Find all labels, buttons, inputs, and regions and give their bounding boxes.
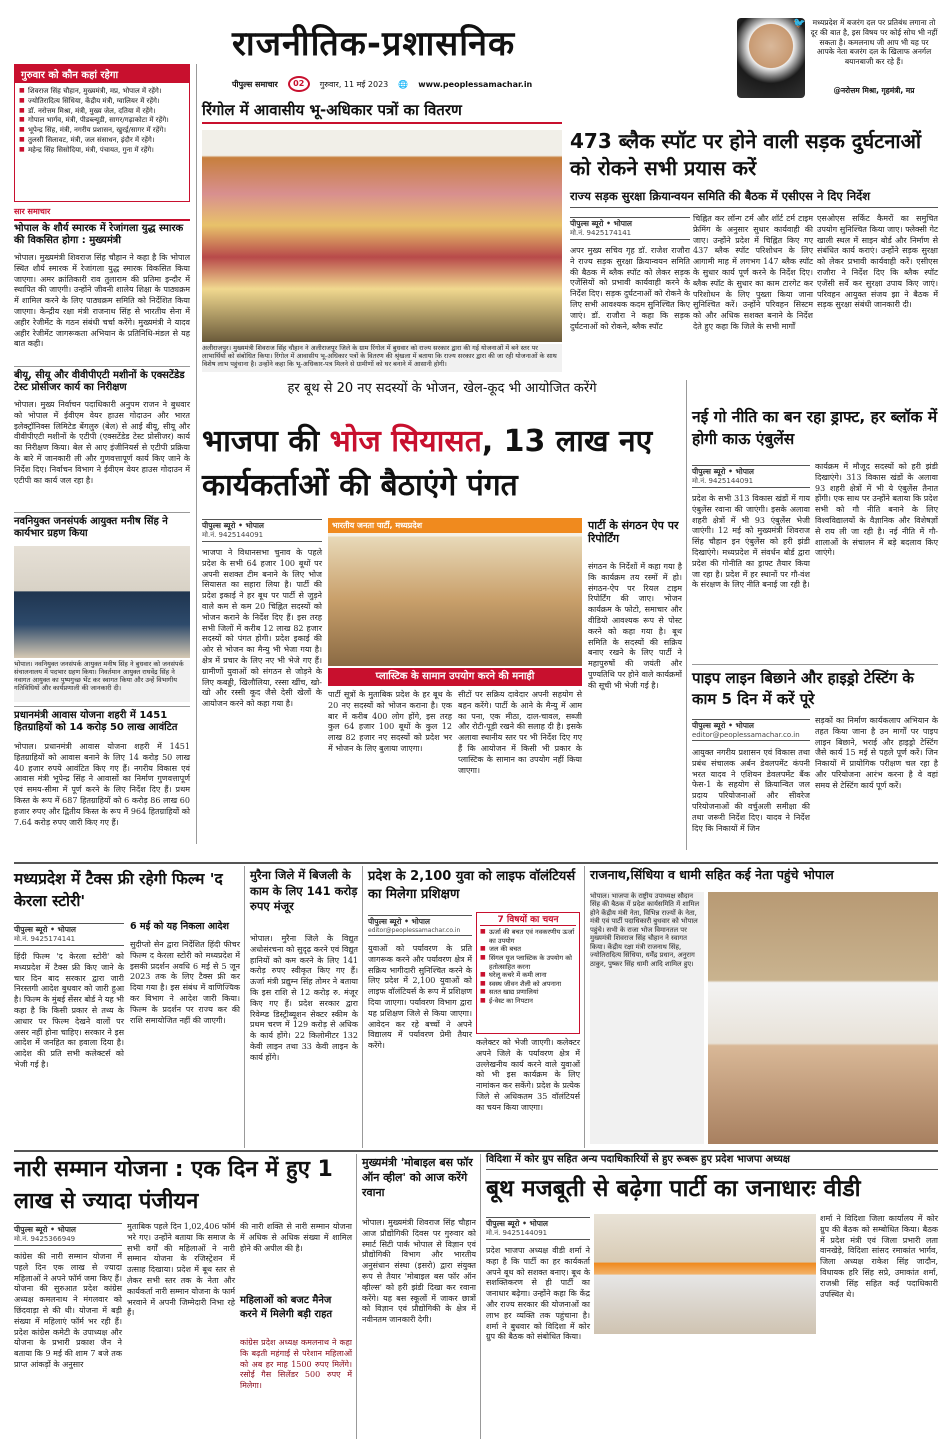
- blackspot-col1: अपर मुख्य सचिव गृह डॉ. राजेश राजौरा ने राज्य सड़क सुरक्षा क्रियान्वयन समिति की बैठक में ब्लैक स्पॉट को लेकर सड़क एजेंसियों को प्रभावी कार्यवाही करने के निर्देश दिए। सड़क दुर्घटनाओं को रोकने के लिए सभी आवश्यक कदम सुनिश्चित किए जाएं। डॉ. राजौरा ने कहा कि सड़क दुर्घटनाओं को रोकने, ब्लैक स्पॉट: [570, 246, 690, 331]
- byline-bureau: पीपुल्स ब्यूरो • भोपाल: [202, 521, 265, 530]
- pipeline-col2: सड़कों का निर्माण कार्यकलाप अभियान के तहत किया जाना है उन मार्गों पर पाइप लाइन बिछाने, भराई और हाइड्रो टेस्टिंग जैसे कार्य 15 मई से पहले पूर्ण करें। जिन निकायों में प्रायोगिक परीक्षण चल रहा है और परियोजना आरंभ करना है वे वहां समय से टेस्टिंग कार्य पूर्ण करें।: [815, 716, 938, 790]
- schedule-title: गुरुवार को कौन कहां रहेगा: [15, 65, 189, 83]
- column-rule: [362, 866, 363, 1148]
- nari-col1: कांग्रेस की नारी सम्मान योजना में पहले दिन एक लाख से ज्यादा महिलाओं ने अपने फॉर्म जमा किए हैं। योजना की सुरुआत प्रदेश कांग्रेस अध्यक्ष कमलनाथ ने मंगलवार को छिंदवाड़ा से की थी। योजना में बड़ी संख्या में महिलाएं फॉर्म भर रही हैं। प्रदेश कांग्रेस कमेटी के उपाध्यक्ष और योजना के प्रभारी प्रकाश जैन ने बताया कि 9 मई की शाम 7 बजे तक प्राप्त आंकड़ों के अनुसार: [14, 1252, 122, 1369]
- column-rule: [480, 1154, 481, 1439]
- life-topic-item: ■ सिंगल यूज प्लास्टिक के उपयोग को हतोत्साहित करना: [480, 954, 576, 971]
- gau-title: नई गो नीति का बन रहा ड्राफ्ट, हर ब्लॉक में होगी काऊ एंबुलेंस: [692, 408, 938, 449]
- byline-bureau: पीपुल्स ब्यूरो • भोपाल: [570, 219, 633, 228]
- life-topic-item: ■ जल की बचत: [480, 945, 576, 954]
- pipeline-byline: [692, 716, 810, 744]
- bhoj-app-body: संगठन के निर्देशों में कहा गया है कि कार्यक्रम तय रस्मों में हो। संगठन-ऐप पर रियल टाइम रिपोर्टिंग की जाए। भोजन कार्यक्रम के फोटो, समाचार और वीडियो आवश्यक रूप से पोस्ट करने को कहा गया है। बूथ समिति के सदस्यों की सक्रिय बनाए रखने के लिए पार्टी ने महापुरुषों की जयंती और पुण्यतिथि पर होने वाले कार्यक्रमों की सूची भी भेजी गई है।: [588, 562, 682, 690]
- schedule-item: ■ ज्योतिरादित्य सिंधिया, केंद्रीय मंत्री, ग्वालियर में रहेंगे।: [19, 97, 185, 107]
- kerala-title: मध्यप्रदेश में टैक्स फ्री रहेगी फिल्म 'द केरला स्टोरी': [14, 870, 223, 911]
- kerala-col2: सुदीप्तो सेन द्वारा निर्देशित हिंदी फीचर फिल्म द केरला स्टोरी को मध्यप्रदेश में इसकी प्रदर्शन अवधि 6 मई से 5 जून 2023 तक के लिए टैक्स फ्री कर दिया गया है। इस संबंध में वाणिज्यिक कर विभाग ने आदेश जारी किया। फिल्म के प्रदर्शन पर राज्य कर की राशि समायोजित नहीं की जाएगी।: [130, 940, 240, 1025]
- column-rule: [584, 866, 585, 1148]
- bjp-office-photo: [328, 518, 582, 666]
- rajnath-caption: भोपाल। भाजपा के राष्ट्रीय उपाध्यक्ष सौदान सिंह की बैठक में प्रदेश कार्यसमिति में शामिल होने केंद्रीय मंत्री नेता, विभिन्न राज्यों के नेता, मंत्री एवं पार्टी पदाधिकारी बुधवार को भोपाल पहुंचे। सभी के राजा भोज विमानतल पर मुख्यमंत्री शिवराज सिंह चौहान ने स्वागत किया। केंद्रीय रक्षा मंत्री राजनाथ सिंह, ज्योतिरादित्य सिंधिया, धर्मेंद्र प्रधान, अनुराग ठाकुर, पुष्कर सिंह धामी आदि शामिल हुए।: [590, 892, 704, 1144]
- s1-body: भोपाल। मुख्यमंत्री शिवराज सिंह चौहान ने कहा है कि भोपाल स्थित शौर्य स्मारक में रेजांगला युद्ध स्मारक विकसित किया जाएगा। अमर क्रांतिकारी राव तुलाराम की प्रतिमा इन्दौर में स्थापित की जाएगी। उन्होंने जीवनी शालेय शिक्षा के पाठ्यक्रम में शामिल करने के लिए पाठ्यक्रम समिति को निर्देशित किया जाएगा। केन्द्रीय रक्षा मंत्री राजनाथ सिंह से भारतीय सेना में अहीर रेजीमेंट के गठन संबंधी चर्चा करेंगे। मुख्यमंत्री ने यादव अहीर रेजीमेंट जागरूकता अभियान के प्रतिनिधि-मंडल से यह बात कही।: [14, 253, 190, 349]
- tweet-text: मध्यप्रदेश में बजरंग दल पर प्रतिबंध लगाना तो दूर की बात है, इस विषय पर कोई सोच भी नहीं सकता है। कमलनाथ जी आप भी यह पर आपके नेता बजरंग दल के खिलाफ अनर्गल बयानबाजी कर रहे हैं।: [810, 18, 938, 66]
- life-col2: कलेक्टर को भेजी जाएगी। कलेक्टर अपने जिले के पर्यावरण क्षेत्र में उल्लेखनीय कार्य करने वाले युवाओं को भी इस कार्यक्रम के लिए नामांकन कर सकेंगे। प्रदेश के प्रत्येक जिले से अधिकतम 35 वॉलंटियर्स का चयन किया जाएगा।: [476, 1038, 580, 1112]
- column-rule: [244, 866, 245, 1148]
- column-rule: [356, 1154, 357, 1439]
- bhoj-byline: [202, 516, 322, 544]
- column-rule: [196, 64, 197, 844]
- byline-email: editor@peoplessamachar.co.in: [692, 731, 800, 739]
- nari-col2: मुताबिक पहले दिन 1,02,406 फॉर्म भरे गए। उन्होंने बताया कि समाज के सभी वर्गों की महिलाओं ने नारी सम्मान योजना के रजिस्ट्रेशन में उत्साह दिखाया। प्रदेश में बूथ स्तर से लेकर सभी स्तर तक के नेता और कार्यकर्ता नारी सम्मान योजना के फार्म भरवाने में अपनी जिम्मेदारी निभा रहे हैं।: [127, 1222, 235, 1318]
- vidisha-byline: [486, 1214, 590, 1242]
- life-topics-list: [480, 928, 576, 1005]
- schedule-item: ■ डॉ. नरोत्तम मिश्रा, मंत्री, मुख्य जेल, दतिया में रहेंगे।: [19, 107, 185, 117]
- vidisha-kicker: विदिशा में कोर ग्रुप सहित अन्य पदाधिकारियों से हुए रूबरू हुए प्रदेश भाजपा अध्यक्ष: [486, 1154, 938, 1170]
- bhoj-kicker: हर बूथ से 20 नए सदस्यों के भोजन, खेल-कूद भी आयोजित करेंगे: [287, 381, 597, 396]
- mobile-bus-title: मुख्यमंत्री 'मोबाइल बस फॉर ऑन व्हील' को आज करेंगे रवाना: [362, 1156, 473, 1199]
- pipeline-title: पाइप लाइन बिछाने और हाइड्रो टेस्टिंग के काम 5 दिन में करें पूरे: [692, 669, 914, 708]
- life-box-title: 7 विषयों का चयन: [480, 915, 576, 926]
- schedule-item: ■ शिवराज सिंह चौहान, मुख्यमंत्री, मप्र, भोपाल में रहेंगे।: [19, 87, 185, 97]
- saar-label: सार समाचार: [14, 207, 51, 216]
- byline-bureau: पीपुल्स ब्यूरो • भोपाल: [486, 1219, 549, 1228]
- pipeline-col1: आयुक्त नगरीय प्रशासन एवं विकास तथा प्रबंध संचालक अर्बन डेवलपमेंट कंपनी भरत यादव ने एशियन डेवलपमेंट बैंक फेस-1 के सहयोग से क्रियान्वित जल प्रदाय परियोजनाओं और सीवरेज परियोजनाओं की वर्चुअली समीक्षा की तथा जरूरी निर्देश दिए। यादव ने निर्देश दिए कि निकायों में जिन: [692, 748, 810, 833]
- nari-sub-body: कांग्रेस प्रदेश अध्यक्ष कमलनाथ ने कहा कि बढ़ती महंगाई से परेशान महिलाओं को अब हर माह 1500 रुपए मिलेंगे। रसोई गैस सिलेंडर 500 रुपए में मिलेगा।: [240, 1338, 352, 1391]
- vidisha-meeting-photo: [594, 1214, 816, 1334]
- morena-title: मुरैना जिले में बिजली के काम के लिए 141 करोड़ रुपए मंजूर: [250, 868, 358, 914]
- life-col1: युवाओं को पर्यावरण के प्रति जागरूक करने और पर्यावरण क्षेत्र में सक्रिय भागीदारी सुनिश्चित करने के लिए प्रदेश में 2,100 युवाओं को लाइफ वॉलंटियर्स के रूप में प्रशिक्षण दिया जाएगा। पर्यावरण विभाग द्वारा यह प्रशिक्षण जिले से किया जाएगा। आवेदन कर रहे बच्चों ने अपने विद्यालय में पर्यावरण प्रेमी तैयार करेंगे।: [368, 944, 472, 1051]
- nari-byline: [14, 1220, 122, 1248]
- ringol-event-photo: [202, 130, 562, 342]
- globe-icon: 🌐: [398, 79, 409, 89]
- byline-mobile: मो.नं. 9425144091: [486, 1229, 548, 1237]
- life-topic-item: ■ ई-वेस्ट का निपटान: [480, 997, 576, 1006]
- life-topic-item: ■ सतत खाद्य प्रणालियां: [480, 988, 576, 997]
- blackspot-col2: चिह्नित कर लॉन्ग टर्म और शॉर्ट टर्म टाइम फ्रेमिंग के अनुसार सुधार कार्यवाही की जाए। उन्होंने प्रदेश में चिह्नित किए गए 437 ब्लैक स्पॉट परिशोधन के लिए आगामी माह में लगभग 147 ब्लैक स्पॉट के सुधार कार्य पूर्ण करने के निर्देश दिए। ब्लैक स्पॉट के सुधार का काम टारगेट कर परिशोधन के लिए पुख्ता किया जाना सुनिश्चित करें। उन्होंने परिवहन सिस्टम को और अधिक सशक्त बनाने के निर्देश देते हुए कहा कि जिले के सभी मार्गों: [693, 214, 813, 331]
- byline-bureau: पीपुल्स ब्यूरो • भोपाल: [14, 925, 77, 934]
- morena-body: भोपाल। मुरैना जिले के विद्युत अधोसंरचना को सुदृढ़ करने एवं विद्युत हानियों को कम करने के लिए 141 करोड़ रुपए स्वीकृत किए गए हैं। ऊर्जा मंत्री प्रद्युम्न सिंह तोमर ने बताया कि इस राशि से 12 करोड़ रु. मंजूर किए गए हैं। प्रदेश सरकार द्वारा रिवेम्प्ड डिस्ट्रीब्यूशन सेक्टर स्कीम के प्रथम चरण में 129 करोड़ से अधिक के कार्य होंगे। 22 किलोमीटर 132 केवी लाइन तथा 33 केवी लाइन के कार्य होंगे।: [250, 934, 358, 1062]
- rajnath-title: राजनाथ,सिंधिया व धामी सहित कई नेता पहुंचे भोपाल: [590, 867, 834, 882]
- rajnath-welcome-photo: [708, 892, 938, 1144]
- blackspot-col3: एसओएस सर्किट कैमरों का समुचित उपयोग सुनिश्चित किया जाए। फ्लेक्सी गेट खाली स्थल में साइन बोर्ड और निर्माण से संबंधित कार्य कराएं। उन्होंने सड़क सुरक्षा को लेकर प्रभावी कार्यवाही करें। एसीएस राजौरा ने निर्देश दिए कि ब्लैक स्पॉट एजेंसी सर्वे कर सुरक्षा उपाय किए जाएं। परिवहन आयुक्त संजय झा ने बैठक में सड़क सुरक्षा संबंधी जानकारी दी।: [817, 214, 938, 310]
- life-topics-box: [476, 912, 580, 1034]
- kerala-col1: हिंदी फिल्म 'द केरला स्टोरी' को मध्यप्रदेश में टैक्स फ्री किए जाने के चार दिन बाद सरकार द्वारा जारी निरस्तगी आदेश बुधवार को जारी हुआ है। फिल्म के मुंबई सेंसर बोर्ड ने यह भी कहा है कि किसी प्रकार से तथ्य के आधार पर फिल्म देखने वालों पर असर नहीं होना चाहिए। सरकार ने इस आदेश में जनहित का हवाला दिया है। आदेश की प्रति सभी कलेक्टर्स को भेजी गई है।: [14, 952, 124, 1069]
- bhoj-redbox-title: प्लास्टिक के सामान उपयोग करने की मनाही: [328, 668, 582, 686]
- byline-mobile: मो.नं. 9425174141: [14, 935, 76, 943]
- schedule-item: ■ भूपेन्द्र सिंह, मंत्री, नगरीय प्रशासन, खुरई/सागर में रहेंगे।: [19, 126, 185, 136]
- issue-date: गुरुवार, 11 मई 2023: [319, 79, 389, 89]
- page-number: 02: [288, 76, 310, 92]
- life-byline: [368, 912, 472, 940]
- bjp-sign: भारतीय जनता पार्टी, मध्यप्रदेश: [328, 518, 582, 533]
- minister-portrait: [737, 18, 805, 98]
- column-rule: [686, 380, 687, 850]
- schedule-item: ■ महेन्द्र सिंह सिसोदिया, मंत्री, पंचायत, गुना में रहेंगे।: [19, 146, 185, 156]
- s2-body: भोपाल। मुख्य निर्वाचन पदाधिकारी अनुपम राजन ने बुधवार को भोपाल में ईवीएम वेयर हाउस गोदाउन और भारत इलेक्ट्रॉनिक्स लिमिटेड बेंगलुरु (बेल) से आईं बीयू, सीयू और वीवीपीएटी मशीनों के एटीपी (एक्सटेंडेड टेस्ट प्रोसीजर) कार्य का निरीक्षण किया। बेल से आए इंजीनियर्स से एटीपी प्रक्रिया के बारे में जानकारी ली और गुणवत्तापूर्ण कार्य किए जाने के निर्देश दिए। निर्वाचन विभाग ने ईवीएम वेयर हाउस गोदाउन में एटीपी का कार्य जल रहा है।: [14, 400, 190, 485]
- s1-title: भोपाल के शौर्य स्मारक में रेजांगला युद्ध स्मारक की विकसित होगा : मुख्यमंत्री: [14, 223, 184, 246]
- vidisha-title: बूथ मजबूती से बढ़ेगा पार्टी का जनाधारः वीडी: [486, 1176, 861, 1202]
- byline-mobile: मो.नं. 9425144091: [692, 477, 754, 485]
- masthead-title: राजनीतिक-प्रशासनिक: [232, 24, 516, 64]
- life-topic-item: ■ स्वस्थ जीवन शैली को अपनाना: [480, 980, 576, 989]
- nari-sub: महिलाओं को बजट मैनेज करने में मिलेगी बड़ी राहत: [240, 1295, 333, 1320]
- byline-bureau: पीपुल्स ब्यूरो • भोपाल: [14, 1225, 77, 1234]
- divider: [14, 219, 190, 221]
- byline-email: editor@peoplessamachar.co.in: [368, 927, 461, 934]
- bhoj-col1: भाजपा ने विधानसभा चुनाव के पहले प्रदेश के सभी 64 हजार 100 बूथों पर अपनी सशक्त टीम बनाने के लिए भोज सियासत का सहारा लिया है। पार्टी की प्रदेश इकाई ने हर बूथ पर पार्टी से जुड़ने वाले कम से कम 20 चिह्नित सदस्यों को भोजन कराने के निर्देश दिए हैं। इस तरह सभी जिलों में करीब 12 लाख 82 हजार सदस्यों को पंगत होगी। प्रदेश इकाई की ओर से भोजन का मैन्यु भी भेजा गया है। क्षेत्र में प्रचार के लिए नए भी भेजे गए हैं। ग्रामीणों युवाओं को संगठन से जोड़ने के लिए कबड्डी, खिलौलिया, रस्सा खींच, खो-खो और रस्सी कूद जैसे देसी खेलों के आयोजन करने को कहा गया है।: [202, 548, 322, 709]
- life-topic-item: ■ ऊर्जा की बचत एवं नवकरणीय ऊर्जा का उपयोग: [480, 928, 576, 945]
- nari-col3: की नारी शक्ति से नारी सम्मान योजना में अधिक से अधिक संख्या में शामिल होने की अपील की है।: [240, 1222, 352, 1253]
- bhoj-app-title: पार्टी के संगठन ऐप पर रिपोर्टिंग: [588, 519, 679, 545]
- gau-byline: [692, 462, 810, 490]
- s4-body: भोपाल। प्रधानमंत्री आवास योजना शहरी में 1451 हितग्राहियों को आवास बनाने के लिए 14 करोड़ 50 लाख 40 हजार रुपये आवंटित किए गए हैं। नगरीय विकास एवं आवास मंत्री भूपेन्द्र सिंह ने आवासों का निर्माण गुणवत्तापूर्ण एवं समय-सीमा में पूर्ण करने के लिए निर्देश दिए हैं। प्रथम किस्त के रूप में 687 हितग्राहियों को 6 करोड़ 86 लाख 60 हजार रुपए और द्वितीय किस्त के रूप में 964 हितग्राहियों को 7.64 करोड़ रुपए जारी किए गए हैं।: [14, 742, 190, 827]
- bhoj-title-highlight: भोज सियासत: [329, 424, 482, 459]
- byline-mobile: मो.नं. 9425174141: [570, 229, 632, 237]
- s4-title: प्रधानमंत्री आवास योजना शहरी में 1451 हितग्राहियों को 14 करोड़ 50 लाख आवंटित: [14, 710, 178, 733]
- masthead-title-block: [232, 22, 652, 66]
- bhoj-col3: पार्टी सूत्रों के मुताबिक प्रदेश के हर बूथ के 20 नए सदस्यों को भोजन कराना है। एक बार में करीब 400 लोग होंगे, इस तरह कुल 64 हजार 100 बूथों के कुल 12 लाख 82 हजार नए सदस्यों को प्रदेश भर में भोजन के लिए बुलाया जाएगा।: [328, 690, 452, 753]
- divider: [14, 706, 190, 707]
- schedule-box: [14, 64, 190, 202]
- ringol-caption: अलीराजपुर। मुख्यमंत्री शिवराज सिंह चौहान ने अलीराजपुर जिले के ग्राम रिंगोल में बुधवार को राज्य सरकार द्वारा की गई योजनाओं में बने स्तर पर लाभार्थियों को संबोधित किया। रिंगोल में आवासीय भू-अधिकार पत्रों के वितरण की श्रृंखला में बताया कि राज्य सरकार द्वारा की जा रही योजनाओं के साथ विशेष लाभ पहुंचाना है। उन्होंने कहा कि भू-अधिकार-पत्र मिलने से ग्रामीणों को घर बनाने में आसानी होगी।: [202, 344, 562, 372]
- blackspot-subtitle: राज्य सड़क सुरक्षा क्रियान्वयन समिति की बैठक में एसीएस ने दिए निर्देश: [570, 190, 938, 208]
- schedule-item: ■ तुलसी सिलावट, मंत्री, जल संसाधन, इंदौर में रहेंगे।: [19, 136, 185, 146]
- blackspot-byline: [570, 214, 690, 242]
- nari-title: नारी सम्मान योजना : एक दिन में हुए 1 लाख से ज्यादा पंजीयन: [14, 1157, 333, 1214]
- divider: [14, 366, 190, 367]
- byline-bureau: पीपुल्स ब्यूरो • भोपाल: [692, 721, 755, 730]
- divider: [14, 512, 190, 513]
- divider: [692, 664, 938, 665]
- twitter-icon: 🐦: [793, 18, 806, 29]
- tweet-author: @नरोत्तम मिश्रा, गृहमंत्री, मप्र: [833, 86, 915, 95]
- s2-title: बीयू, सीयू और वीवीपीएटी मशीनों के एक्सटेंडेड टेस्ट प्रोसीजर कार्य का निरीक्षण: [14, 370, 185, 393]
- bhoj-title: [202, 420, 682, 512]
- kerala-byline: [14, 920, 124, 948]
- bhoj-title-pre: भाजपा की: [202, 424, 320, 459]
- schedule-item: ■ गोपाल भार्गव, मंत्री, पीडब्ल्यूडी, सागर/गढ़ाकोटा में रहेंगे।: [19, 116, 185, 126]
- byline-mobile: मो.नं. 9425366949: [14, 1235, 76, 1243]
- byline-bureau: पीपुल्स ब्यूरो • भोपाल: [368, 917, 431, 926]
- gau-col1: प्रदेश के सभी 313 विकास खंडों में गाय एंबुलेंस रवाना की जाएंगी। इसके अलावा शहरी क्षेत्रों में भी 93 एंबुलेंस भेजी जाएंगी। 12 मई को मुख्यमंत्री शिवराज सिंह चौहान इन एंबुलेंस को हरी झंडी दिखाएंगे। मध्यप्रदेश में संवर्धन बोर्ड द्वारा प्रदेश की गोनीति का ड्राफ्ट तैयार किया जा रहा है। प्रदेश में हर स्थानों पर गौ-वंश के संरक्षण के लिए नीति बनाई जा रही है।: [692, 494, 810, 590]
- gau-col2: कार्यक्रम में मौजूद सदस्यों को हरी झंडी दिखाएंगे। 313 विकास खंडों के अलावा 93 शहरी क्षेत्रों में भी ये एंबुलेंस तैनात होंगी। एक साथ पर उन्होंने बताया कि प्रदेश सभी को गौ नीति बनाने के लिए विश्वविद्यालयों के वैज्ञानिक और विशेषज्ञों से राय ली जा रही है। नई नीति में गौ-शालाओं के संचालन में बड़े बदलाव किए जाएंगे।: [815, 462, 938, 558]
- website-link[interactable]: www.peoplessamachar.in: [418, 79, 533, 89]
- byline-bureau: पीपुल्स ब्यूरो • भोपाल: [692, 467, 755, 476]
- vidisha-col2: शर्मा ने विदिशा जिला कार्यालय में कोर ग्रुप की बैठक को सम्बोधित किया। बैठक में प्रदेश मंत्री एवं जिला प्रभारी लता वानखेड़े, विदिशा सांसद रमाकांत भार्गव, जिला अध्यक्ष राकेश सिंह जादौन, विधायक हरि सिंह सप्रे, उमाकांत शर्मा, राजश्री सिंह सहित कई पदाधिकारी उपस्थित थे।: [820, 1214, 938, 1299]
- s3-caption: भोपाल। नवनियुक्त जनसंपर्क आयुक्त मनीष सिंह ने बुधवार को जनसंपर्क संचालनालय में पदभार ग्रहण किया। निवर्तमान आयुक्त राघवेंद्र सिंह ने नवागत आयुक्त का पुष्पगुच्छ भेंट कर स्वागत किया और उन्हें विभागीय गतिविधियों और कार्यप्रणाली की जानकारी दी।: [14, 660, 190, 702]
- ringol-title: रिंगोल में आवासीय भू-अधिकार पत्रों का वितरण: [202, 102, 562, 124]
- schedule-list: [15, 83, 189, 160]
- kerala-sub: 6 मई को यह निकला आदेश: [130, 921, 229, 932]
- life-topic-item: ■ घरेलू कचरे में कमी लाना: [480, 971, 576, 980]
- vidisha-col1: प्रदेश भाजपा अध्यक्ष वीडी शर्मा ने कहा है कि पार्टी का हर कार्यकर्ता अपने बूथ को सशक्त बनाए। बूथ के सशक्तिकरण से ही पार्टी का जनाधार बढ़ेगा। उन्होंने कहा कि केंद्र और राज्य सरकार की योजनाओं का लाभ हर व्यक्ति तक पहुंचाना है। शर्मा ने बुधवार को विदिशा में कोर ग्रुप की बैठक को संबोधित किया।: [486, 1246, 590, 1342]
- masthead-strip: [232, 76, 692, 92]
- bhoj-col4: सीटों पर सक्रिय दावेदार अपनी सहयोग से बहन करेंगे। पार्टी के आने के मैन्यु में आम का पना, एक मीठा, दाल-चावल, सब्जी और रोटी-पूड़ी रखने की सलाह दी है। इसके अलावा स्थानीय स्तर पर भी निर्देश दिए गए हैं कि आयोजन में किसी भी प्रकार के प्लास्टिक के सामान का उपयोग नहीं किया जाएगा।: [458, 690, 582, 775]
- s3-title: नवनियुक्त जनसंपर्क आयुक्त मनीष सिंह ने कार्यभार ग्रहण किया: [14, 516, 168, 539]
- byline-mobile: मो.नं. 9425144091: [202, 531, 264, 539]
- bhoj-title-post: , 13 लाख नए कार्यकर्ताओं की बैठाएंगे पंगत: [202, 424, 653, 503]
- commissioner-photo: [14, 546, 190, 658]
- section-rule: [14, 1150, 938, 1152]
- life-title: प्रदेश के 2,100 युवा को लाइफ वॉलंटियर्स का मिलेगा प्रशिक्षण: [368, 869, 576, 903]
- section-rule: [14, 862, 938, 864]
- blackspot-title: 473 ब्लैक स्पॉट पर होने वाली सड़क दुर्घटनाओं को रोकने सभी प्रयास करें: [570, 129, 922, 180]
- mobile-bus-body: भोपाल। मुख्यमंत्री शिवराज सिंह चौहान आज प्रौद्योगिकी दिवस पर गुरुवार को स्मार्ट सिटी पार्क भोपाल से विज्ञान एवं प्रौद्योगिकी विभाग और भारतीय अनुसंधान संस्था (इसरो) द्वारा संयुक्त रूप से तैयार 'मोबाइल बस फॉर ऑन व्हील्स' को हरी झंडी दिखा कर रवाना करेंगे। यह बस स्कूलों में जाकर छात्रों को विज्ञान एवं प्रौद्योगिकी के क्षेत्र में नवीनतम जानकारी देगी।: [362, 1218, 476, 1325]
- paper-name: पीपुल्स समाचार: [232, 79, 278, 89]
